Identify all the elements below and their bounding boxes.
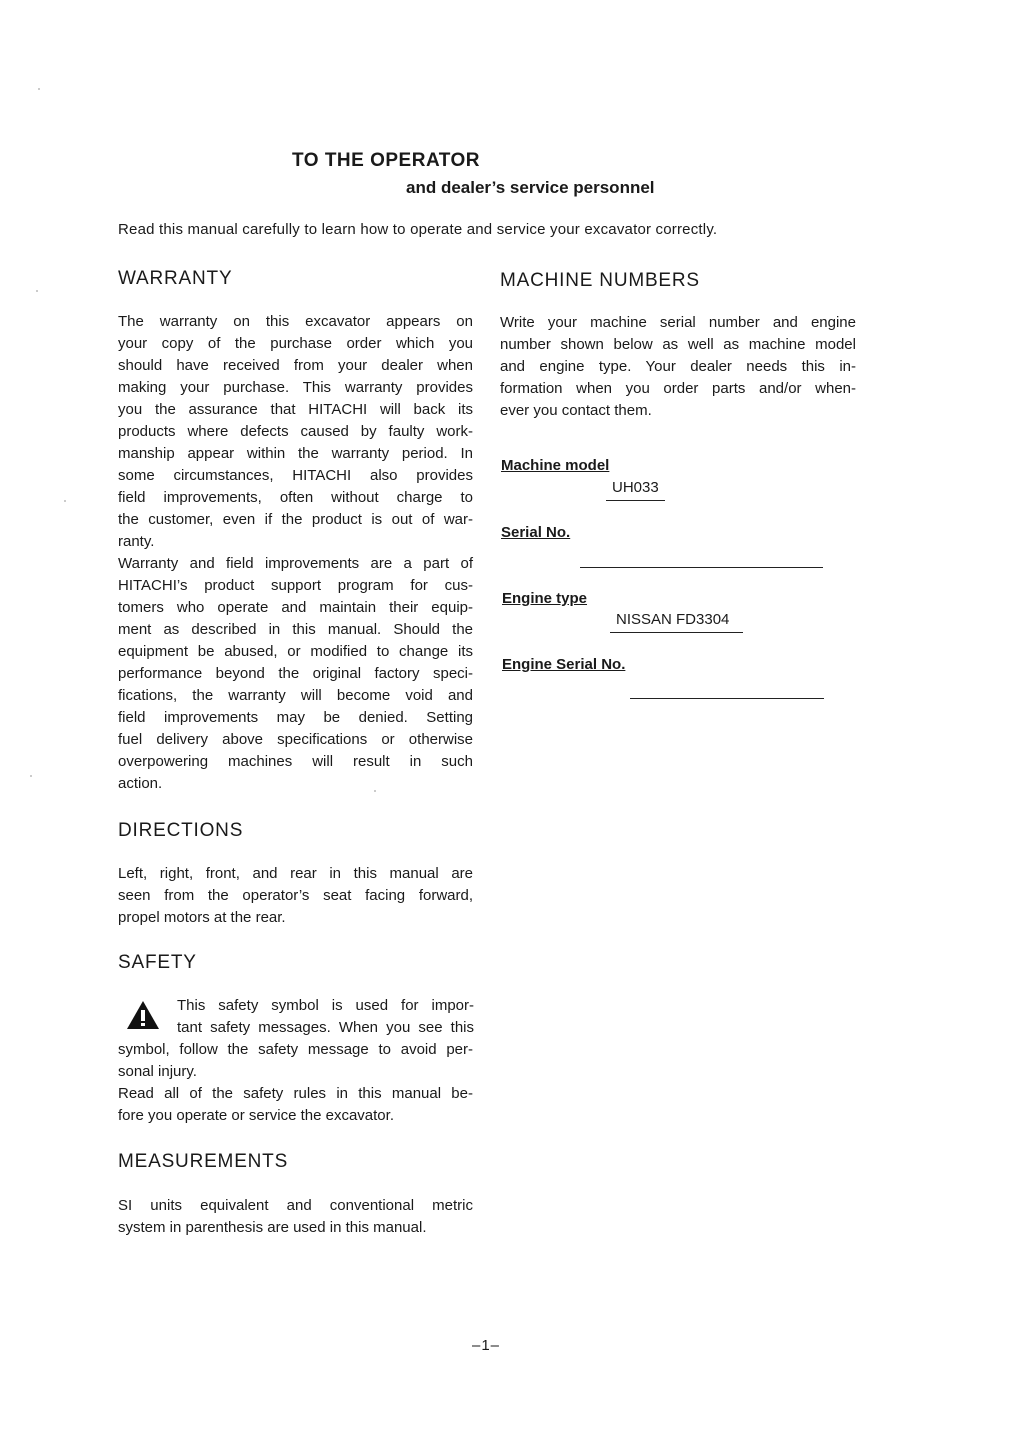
serial-number-line <box>580 567 823 568</box>
text-line: Read all of the safety rules in this manual be- <box>118 1085 473 1102</box>
text-line: ranty. <box>118 533 155 550</box>
text-line: overpowering machines will result in such <box>118 753 473 770</box>
text-line: equipment be abused, or modified to change its <box>118 643 473 660</box>
text-line: field improvements, often without charge to <box>118 489 473 506</box>
machine-model-value: UH033 <box>606 479 665 501</box>
text-line: ever you contact them. <box>500 402 652 419</box>
text-line: field improvements may be denied. Setting <box>118 709 473 726</box>
text-line: fications, the warranty will become void and <box>118 687 473 704</box>
text-line: products where defects caused by faulty work- <box>118 423 473 440</box>
text-line: tant safety messages. When you see this <box>177 1019 474 1036</box>
text-line: Warranty and field improvements are a part of <box>118 555 473 572</box>
machine-numbers-body <box>500 312 856 422</box>
text-line: HITACHI’s product support program for cus- <box>118 577 473 594</box>
safety-body <box>118 1039 473 1127</box>
text-line: seen from the operator’s seat facing forward, <box>118 887 473 904</box>
text-line: your copy of the purchase order which you <box>118 335 473 352</box>
text-line: making your purchase. This warranty provides <box>118 379 473 396</box>
text-line: you the assurance that HITACHI will back its <box>118 401 473 418</box>
page-title: TO THE OPERATOR <box>292 150 481 171</box>
serial-number-label: Serial No. <box>501 524 571 541</box>
text-line: fore you operate or service the excavator. <box>118 1107 394 1124</box>
warranty-heading: WARRANTY <box>118 268 233 289</box>
machine-model-label: Machine model <box>501 457 610 474</box>
text-line: propel motors at the rear. <box>118 909 286 926</box>
warning-triangle-icon <box>126 1000 160 1030</box>
text-line: SI units equivalent and conventional metric <box>118 1197 473 1214</box>
scan-speck <box>64 500 66 502</box>
text-line: tomers who operate and maintain their equip- <box>118 599 473 616</box>
text-line: action. <box>118 775 163 792</box>
safety-heading: SAFETY <box>118 952 197 973</box>
text-line: ment as described in this manual. Should the <box>118 621 473 638</box>
scan-speck <box>36 290 38 292</box>
text-line: performance beyond the original factory speci- <box>118 665 473 682</box>
text-line: formation when you order parts and/or when- <box>500 380 856 397</box>
scan-speck <box>374 790 376 792</box>
measurements-heading: MEASUREMENTS <box>118 1151 289 1172</box>
text-line: fuel delivery above specifications or otherwise <box>118 731 473 748</box>
warranty-body <box>118 311 473 795</box>
text-line: sonal injury. <box>118 1063 197 1080</box>
intro-text: Read this manual carefully to learn how to operate and service your excavator correctly. <box>118 221 718 238</box>
text-line: symbol, follow the safety message to avoid per- <box>118 1041 473 1058</box>
text-line: the customer, even if the product is out of war- <box>118 511 473 528</box>
text-line: some circumstances, HITACHI also provides <box>118 467 473 484</box>
text-line: should have received from your dealer when <box>118 357 473 374</box>
safety-body-indented <box>177 995 474 1039</box>
text-line: Left, right, front, and rear in this manual are <box>118 865 473 882</box>
text-line: The warranty on this excavator appears on <box>118 313 473 330</box>
engine-type-value: NISSAN FD3304 <box>610 611 743 633</box>
text-line: This safety symbol is used for impor- <box>177 997 474 1014</box>
directions-heading: DIRECTIONS <box>118 820 244 841</box>
engine-type-label: Engine type <box>502 590 588 607</box>
page-number: –1– <box>472 1337 501 1354</box>
text-line: number shown below as well as machine model <box>500 336 856 353</box>
text-line: manship appear within the warranty period. In <box>118 445 473 462</box>
scan-speck <box>38 88 40 90</box>
page-subtitle: and dealer’s service personnel <box>406 178 655 197</box>
scan-speck <box>30 775 32 777</box>
engine-serial-label: Engine Serial No. <box>502 656 626 673</box>
directions-body <box>118 863 473 929</box>
text-line: and engine type. Your dealer needs this in- <box>500 358 856 375</box>
measurements-body <box>118 1195 473 1239</box>
text-line: Write your machine serial number and engine <box>500 314 856 331</box>
text-line: system in parenthesis are used in this manual. <box>118 1219 427 1236</box>
machine-numbers-heading: MACHINE NUMBERS <box>500 270 700 291</box>
engine-serial-line <box>630 698 824 699</box>
